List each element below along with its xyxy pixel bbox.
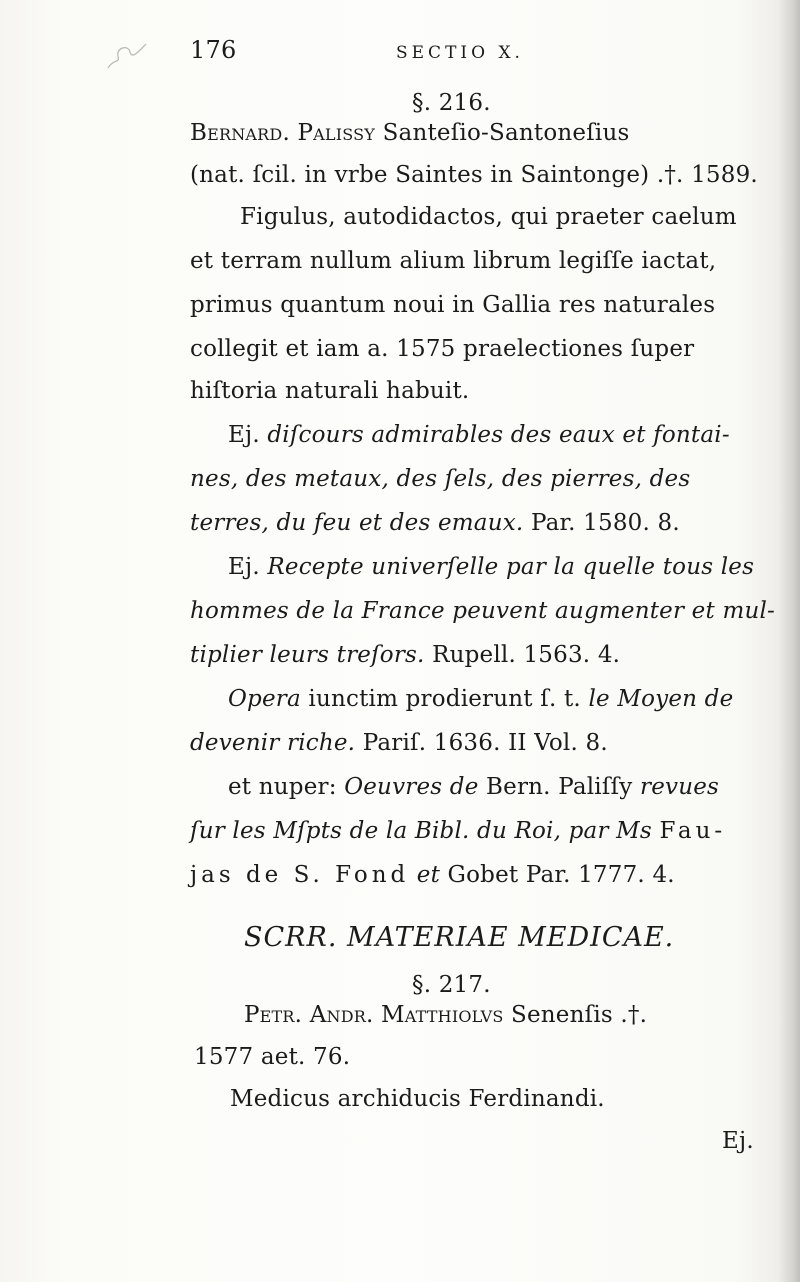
work-title: revues bbox=[640, 774, 720, 800]
work-title: devenir riche. bbox=[190, 730, 356, 756]
bibliography-entry-line bbox=[190, 862, 675, 888]
work-title: diſcours admirables des eaux et fontai- bbox=[267, 422, 730, 448]
paragraph-line: Medicus archiducis Ferdinandi. bbox=[230, 1086, 605, 1112]
page-edge-shadow bbox=[778, 0, 800, 1282]
paragraph-line: hiſtoria naturali habuit. bbox=[190, 378, 470, 404]
bibliography-entry-line bbox=[228, 422, 730, 448]
paragraph-line: Figulus, autodidactos, qui praeter caelum bbox=[240, 204, 737, 230]
section-mark-217: §. 217. bbox=[412, 972, 491, 998]
bibliography-entry-line bbox=[190, 818, 726, 844]
work-title: terres, du feu et des emaux. bbox=[190, 510, 524, 536]
section-heading: SCRR. MATERIAE MEDICAE. bbox=[244, 922, 675, 953]
author-line-217 bbox=[244, 1002, 647, 1028]
running-title: SECTIO X. bbox=[396, 43, 524, 63]
ej-lead: Ej. bbox=[228, 422, 260, 448]
paragraph-line: collegit et iam a. 1575 praelectiones ſuper bbox=[190, 336, 695, 362]
editor-name: Fau- bbox=[659, 818, 727, 844]
work-title: tiplier leurs treſors. bbox=[190, 642, 425, 668]
pencil-mark-icon bbox=[104, 38, 150, 74]
author-ref: Bern. Paliſſy bbox=[486, 774, 633, 800]
note-text: et nuper: bbox=[228, 774, 337, 800]
imprint: Rupell. 1563. 4. bbox=[432, 642, 621, 668]
bibliography-entry-line bbox=[190, 642, 620, 668]
author-birth-line-216: (nat. ſcil. in vrbe Saintes in Saintonge) .†. 1589. bbox=[190, 162, 758, 188]
bibliography-entry-line bbox=[190, 510, 680, 536]
conjunction: et bbox=[416, 862, 441, 888]
section-mark-216: §. 216. bbox=[412, 90, 491, 116]
work-title: ſur les Mſpts de la Bibl. du Roi, par Ms bbox=[190, 818, 652, 844]
work-title: le Moyen de bbox=[588, 686, 734, 712]
note-text: iunctim prodierunt ſ. t. bbox=[308, 686, 581, 712]
author-line-216 bbox=[190, 120, 629, 146]
work-title: Recepte univerſelle par la quelle tous les bbox=[267, 554, 755, 580]
author-death-line-217: 1577 aet. 76. bbox=[194, 1044, 351, 1070]
catchword: Ej. bbox=[722, 1128, 754, 1154]
bibliography-entry-line bbox=[228, 774, 719, 800]
ej-lead: Ej. bbox=[228, 554, 260, 580]
author-origin-palissy: Santeſio-Santoneſius bbox=[382, 120, 630, 146]
author-name-palissy: Bernard. Palissy bbox=[190, 120, 376, 146]
bibliography-entry-line bbox=[228, 686, 733, 712]
page-number: 176 bbox=[190, 36, 237, 64]
work-title-line: hommes de la France peuvent augmenter et mul- bbox=[190, 598, 775, 624]
author-name-matthiolus: Petr. Andr. Matthiolvs bbox=[244, 1002, 504, 1028]
author-origin-matthiolus: Senenſis .†. bbox=[511, 1002, 648, 1028]
work-label: Opera bbox=[228, 686, 301, 712]
paragraph-line: primus quantum noui in Gallia res naturales bbox=[190, 292, 716, 318]
editor-name: jas de S. Fond bbox=[190, 862, 410, 888]
work-title: Oeuvres de bbox=[344, 774, 479, 800]
imprint: Gobet Par. 1777. 4. bbox=[447, 862, 675, 888]
bibliography-entry-line bbox=[190, 730, 608, 756]
imprint: Pariſ. 1636. II Vol. 8. bbox=[362, 730, 608, 756]
bibliography-entry-line bbox=[228, 554, 754, 580]
imprint: Par. 1580. 8. bbox=[530, 510, 680, 536]
paragraph-line: et terram nullum alium librum legiſſe iactat, bbox=[190, 248, 717, 274]
work-title-line: nes, des metaux, des ſels, des pierres, des bbox=[190, 466, 691, 492]
